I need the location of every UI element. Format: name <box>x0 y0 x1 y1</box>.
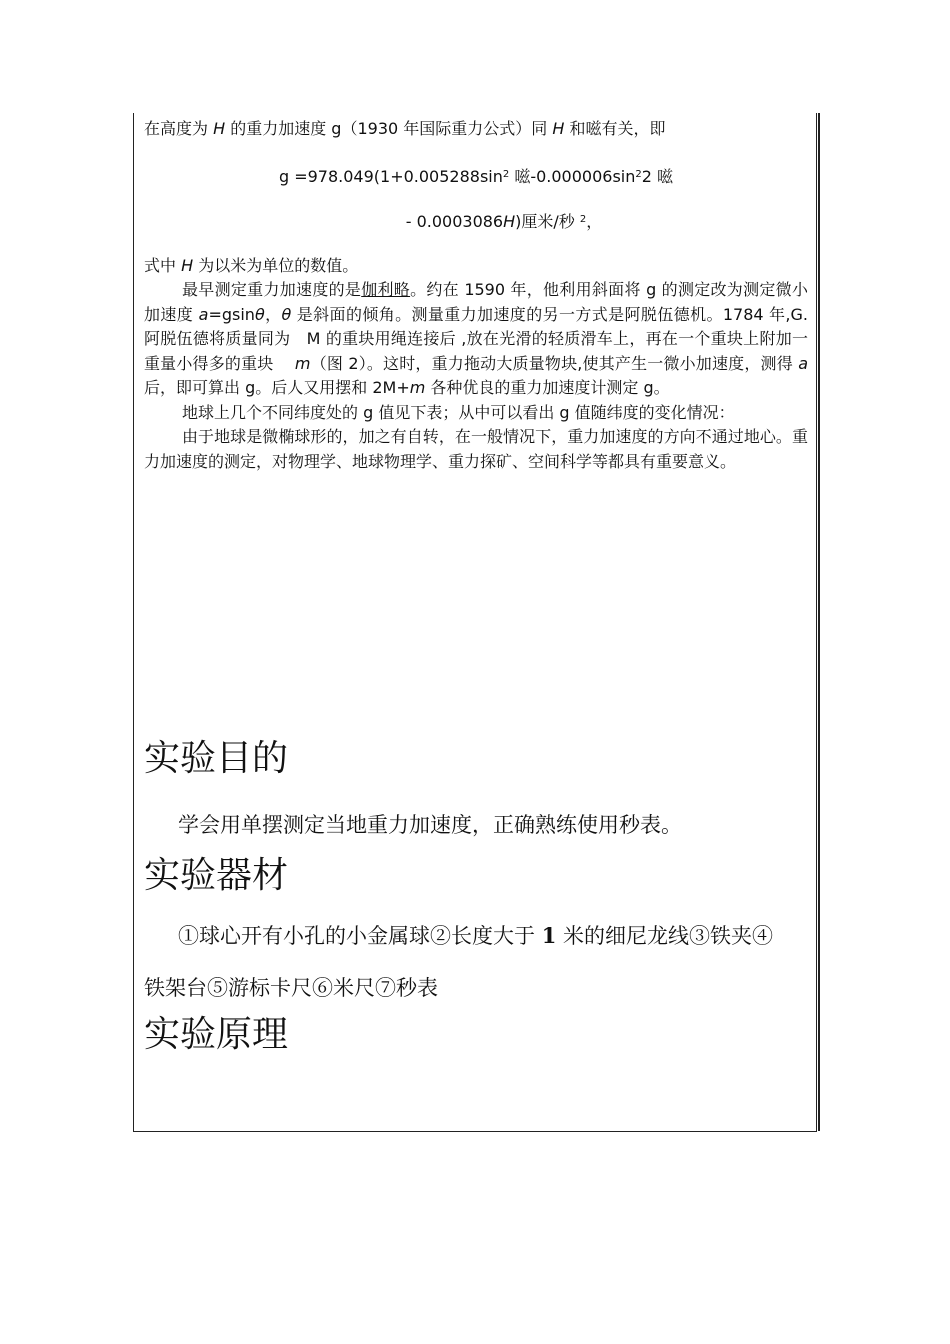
paragraph-h-definition: 式中 H 为以米为单位的数值。 <box>144 255 359 275</box>
equipment-line-2: 铁架台⑤游标卡尺⑥米尺⑦秒表 <box>144 976 438 1000</box>
document-content <box>144 113 808 1057</box>
intro-line: 在高度为 H 的重力加速度 g（1930 年国际重力公式）同 H 和嗞有关，即 <box>144 119 666 138</box>
equipment-line-1: ①球心开有小孔的小金属球②长度大于 1 米的细尼龙线③铁夹④ <box>178 923 773 948</box>
paragraph-direction: 由于地球是微椭球形的，加之有自转，在一般情况下，重力加速度的方向不通过地心。重力加速度的测定，对物理学、地球物理学、重力探矿、空间科学等都具有重要意义。 <box>144 427 808 471</box>
section-title-principle: 实验原理 <box>144 1014 289 1055</box>
section-title-purpose: 实验目的 <box>144 738 289 779</box>
section-title-equipment: 实验器材 <box>144 855 289 896</box>
paragraph-latitude: 地球上几个不同纬度处的 g 值见下表；从中可以看出 g 值随纬度的变化情况： <box>182 402 735 422</box>
galileo-link[interactable]: 伽利略 <box>361 280 411 299</box>
purpose-text: 学会用单摆测定当地重力加速度，正确熟练使用秒表。 <box>178 813 682 837</box>
paragraph-history: 最早测定重力加速度的是伽利略。约在 1590 年，他利用斜面将 g 的测定改为测定微小加速度 a=gsinθ，θ 是斜面的倾角。测量重力加速度的另一方式是阿脱伍德机。1784 年,G.阿脱伍德将质量同为 M 的重块用绳连接后 ,放在光滑的轻质滑车上，再在一个重块上附加一重量小得多的重块 m（图 2）。这时，重力拖动大质量物块,使其产生一微小加速度，测得 a 后，即可算出 g。后人又用摆和 2M+m 各种优良的重力加速度计测定 g。 <box>144 280 808 397</box>
formula-line-2: - 0.0003086H)厘米/秒 $^2$， <box>405 211 603 231</box>
formula-line-1: $g =978.049(1+0.005288\sin^2$ 嗞$-0.000006\sin^22$ 嗞 <box>278 166 674 186</box>
